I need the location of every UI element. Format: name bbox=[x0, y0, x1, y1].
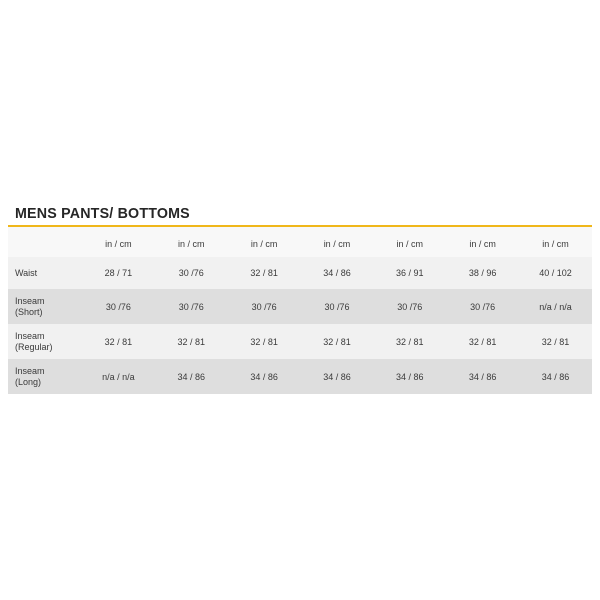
table-cell: 32 / 81 bbox=[541, 336, 570, 347]
table-cell: 30 /76 bbox=[178, 301, 204, 312]
row-label-line: (Short) bbox=[15, 306, 43, 317]
header-cell: in / cm bbox=[178, 238, 205, 249]
table-cell: 32 / 81 bbox=[250, 268, 278, 278]
table-cell: n/a / n/a bbox=[539, 301, 572, 312]
row-label-line: (Regular) bbox=[15, 341, 53, 352]
table-cell: 40 / 102 bbox=[539, 268, 572, 278]
table-cell: 30 /76 bbox=[470, 301, 496, 312]
header-cell: in / cm bbox=[323, 238, 351, 249]
table-cell: 32 / 81 bbox=[250, 336, 278, 347]
header-cell: in / cm bbox=[250, 238, 278, 249]
row-label bbox=[8, 257, 82, 289]
header-row bbox=[8, 227, 592, 257]
table-cell: 32 / 81 bbox=[177, 336, 206, 347]
table-cell: n/a / n/a bbox=[102, 371, 135, 382]
table-cell: 38 / 96 bbox=[468, 268, 497, 278]
row-label-line: Inseam bbox=[15, 365, 45, 376]
table-cell: 32 / 81 bbox=[396, 336, 424, 347]
chart-title: MENS PANTS/ BOTTOMS bbox=[15, 205, 190, 222]
row-label bbox=[8, 289, 82, 324]
table-cell: 30 /76 bbox=[397, 301, 423, 312]
header-cell: in / cm bbox=[542, 238, 569, 249]
table-cell: 34 / 86 bbox=[250, 371, 278, 382]
row-label-line: Inseam bbox=[15, 295, 45, 306]
size-chart bbox=[8, 205, 592, 394]
table-row-waist bbox=[8, 257, 592, 289]
header-cell: in / cm bbox=[105, 238, 132, 249]
header-cell: in / cm bbox=[396, 238, 424, 249]
table-cell: 34 / 86 bbox=[468, 371, 497, 382]
header-cell: in / cm bbox=[469, 238, 496, 249]
table-cell: 34 / 86 bbox=[323, 371, 351, 382]
table-cell: 34 / 86 bbox=[323, 268, 351, 278]
size-table bbox=[8, 227, 592, 394]
row-label-line: Inseam bbox=[15, 330, 45, 341]
table-cell: 34 / 86 bbox=[177, 371, 206, 382]
row-label bbox=[8, 324, 82, 359]
table-row-inseam-short bbox=[8, 289, 592, 324]
table-row-inseam-long bbox=[8, 359, 592, 394]
header-corner bbox=[8, 227, 82, 257]
table-cell: 36 / 91 bbox=[396, 268, 424, 278]
row-label-line: (Long) bbox=[15, 376, 42, 387]
table-cell: 28 / 71 bbox=[104, 268, 133, 278]
table-cell: 30 /76 bbox=[324, 301, 350, 312]
table-row-inseam-regular bbox=[8, 324, 592, 359]
table-cell: 34 / 86 bbox=[541, 371, 570, 382]
table-cell: 30 /76 bbox=[251, 301, 277, 312]
table-cell: 32 / 81 bbox=[468, 336, 497, 347]
table-cell: 30 /76 bbox=[178, 268, 204, 278]
table-cell: 32 / 81 bbox=[104, 336, 133, 347]
table-cell: 34 / 86 bbox=[396, 371, 424, 382]
row-label bbox=[8, 359, 82, 394]
table-cell: 32 / 81 bbox=[323, 336, 351, 347]
table-cell: 30 /76 bbox=[105, 301, 131, 312]
row-label-line: Waist bbox=[15, 267, 38, 278]
